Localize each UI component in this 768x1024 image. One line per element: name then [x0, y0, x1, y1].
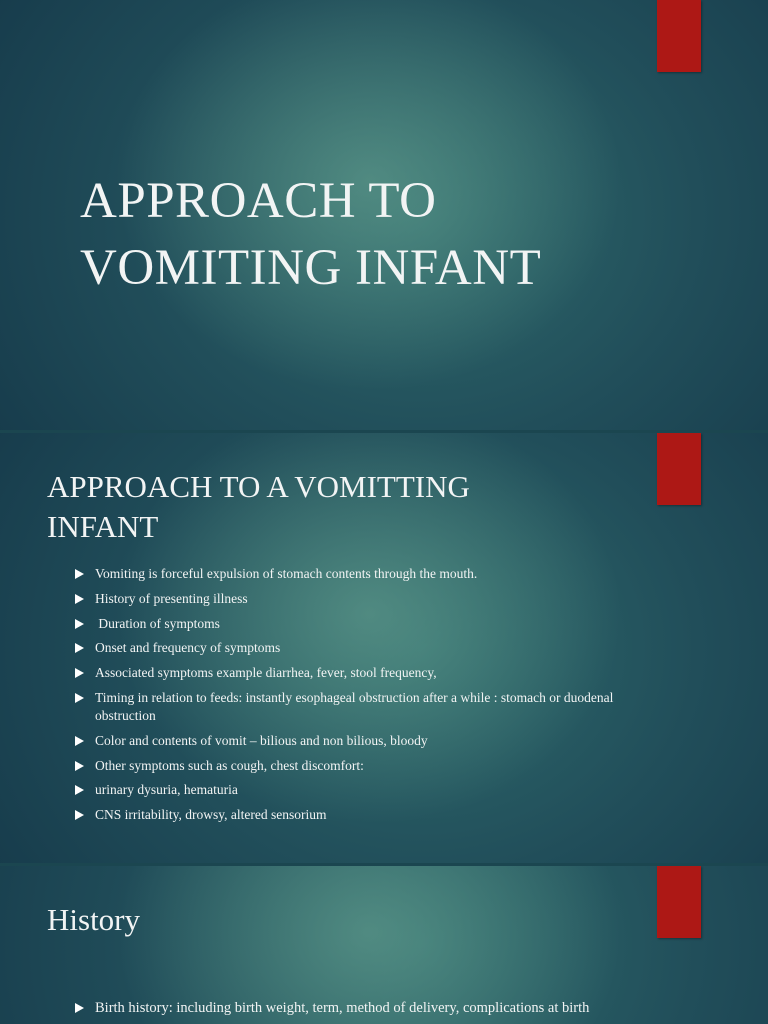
arrow-bullet-icon — [75, 619, 84, 629]
slide-heading — [47, 467, 607, 547]
heading-line-1: APPROACH TO A VOMITTING — [47, 469, 470, 504]
list-item — [75, 689, 615, 725]
bullet-list — [75, 565, 615, 831]
bullet-text: History of presenting illness — [95, 590, 248, 606]
list-item — [75, 664, 615, 682]
slide-history — [0, 866, 768, 1024]
red-accent-bar — [657, 433, 701, 505]
bullet-text: Associated symptoms example diarrhea, fever, stool frequency, — [95, 665, 437, 681]
red-accent-bar — [657, 0, 701, 72]
list-item — [75, 590, 615, 608]
arrow-bullet-icon — [75, 594, 84, 604]
arrow-bullet-icon — [75, 668, 84, 678]
list-item — [75, 757, 615, 775]
bullet-text: urinary dysuria, hematuria — [95, 782, 238, 798]
bullet-text: Timing in relation to feeds: instantly esophageal obstruction after a while : stomach or duodenal obstruction — [95, 689, 614, 723]
list-item — [75, 806, 615, 824]
list-item — [75, 615, 615, 633]
list-item — [75, 639, 615, 657]
bullet-text: Birth history: including birth weight, term, method of delivery, complications at birth — [95, 1000, 590, 1016]
red-accent-bar — [657, 866, 701, 938]
bullet-text: CNS irritability, drowsy, altered sensorium — [95, 807, 327, 823]
title-line-2: VOMITING INFANT — [80, 240, 542, 296]
arrow-bullet-icon — [75, 785, 84, 795]
arrow-bullet-icon — [75, 643, 84, 653]
heading-line-2: INFANT — [47, 509, 159, 544]
arrow-bullet-icon — [75, 569, 84, 579]
arrow-bullet-icon — [75, 736, 84, 746]
bullet-list — [75, 999, 615, 1024]
bullet-text: Other symptoms such as cough, chest discomfort: — [95, 757, 364, 773]
bullet-text: Vomiting is forceful expulsion of stomach contents through the mouth. — [95, 566, 478, 581]
arrow-bullet-icon — [75, 1003, 84, 1013]
bullet-text: Color and contents of vomit – bilious and non bilious, bloody — [95, 732, 428, 748]
arrow-bullet-icon — [75, 761, 84, 771]
slide-title-text — [80, 168, 640, 302]
title-line-1: APPROACH TO — [80, 173, 437, 229]
list-item — [75, 999, 615, 1017]
list-item — [75, 732, 615, 750]
bullet-text: Duration of symptoms — [95, 615, 220, 631]
slide-title — [0, 0, 768, 430]
slide-approach — [0, 433, 768, 863]
list-item — [75, 781, 615, 799]
slide-heading: History — [47, 902, 140, 937]
arrow-bullet-icon — [75, 693, 84, 703]
list-item — [75, 565, 615, 583]
bullet-text: Onset and frequency of symptoms — [95, 640, 281, 656]
arrow-bullet-icon — [75, 810, 84, 820]
